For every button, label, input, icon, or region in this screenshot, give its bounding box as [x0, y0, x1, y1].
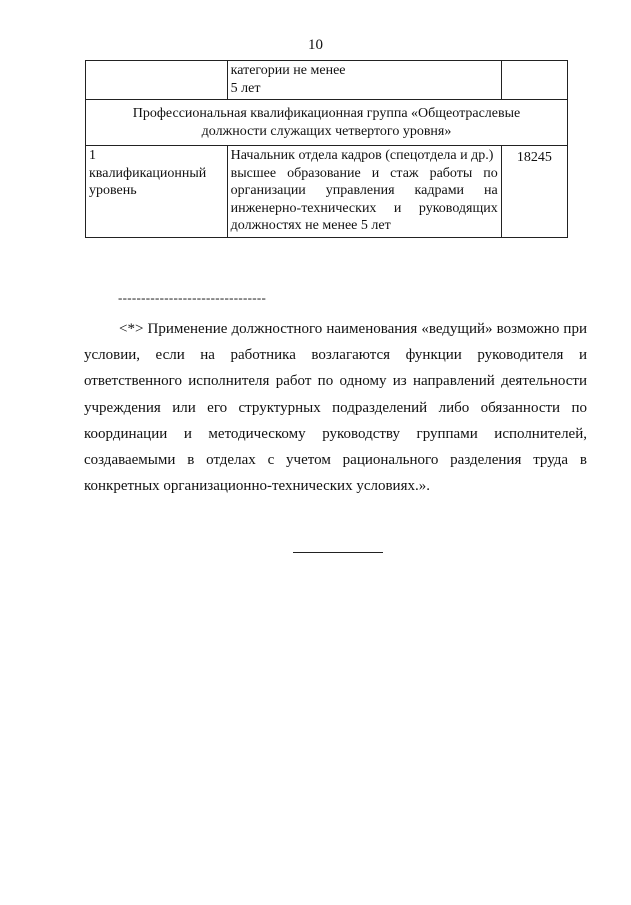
- end-rule: [293, 552, 383, 553]
- group-heading-line: Профессиональная квалификационная группа «Общеотраслевые: [132, 106, 521, 121]
- requirements-line: 5 лет: [230, 80, 261, 96]
- table-row: [86, 146, 568, 238]
- table-cell-empty: [86, 61, 228, 100]
- table-cell-level: [86, 146, 228, 238]
- page-number: 10: [308, 37, 323, 53]
- table-row-group-heading: [86, 100, 568, 146]
- qualification-table: [85, 60, 568, 238]
- footnote-text: <*> Применение должностного наименования «ведущий» возможно при условии, если на работника возлагаются функции руководителя и ответственного исполнителя работ по одному из направлений деятельности учреждения или его структурных подразделений либо обязанности по координации и методическому руководству группами исполнителей, создаваемыми в отделах с учетом рационального разделения труда в конкретных организационно-технических условиях.».: [84, 321, 587, 495]
- table-row: [86, 61, 568, 100]
- level-label: квалификационный уровень: [89, 165, 207, 198]
- table-cell-salary: 18245: [501, 146, 567, 238]
- table-cell-salary: [501, 61, 567, 100]
- level-number: 1: [89, 148, 96, 163]
- requirements-line: категории не менее: [230, 63, 346, 78]
- table-cell-position: [227, 146, 501, 238]
- table-cell-requirements: [227, 61, 501, 100]
- footnote-separator: --------------------------------: [118, 290, 267, 305]
- position-requirements: высшее образование и стаж работы по организации управления кадрами на инженерно-технических и руководящих должностях не менее 5 лет: [230, 165, 498, 233]
- group-heading-cell: [86, 100, 568, 146]
- position-title: Начальник отдела кадров (спецотдела и др.): [230, 148, 494, 163]
- group-heading-line: должности служащих четвертого уровня»: [201, 123, 452, 139]
